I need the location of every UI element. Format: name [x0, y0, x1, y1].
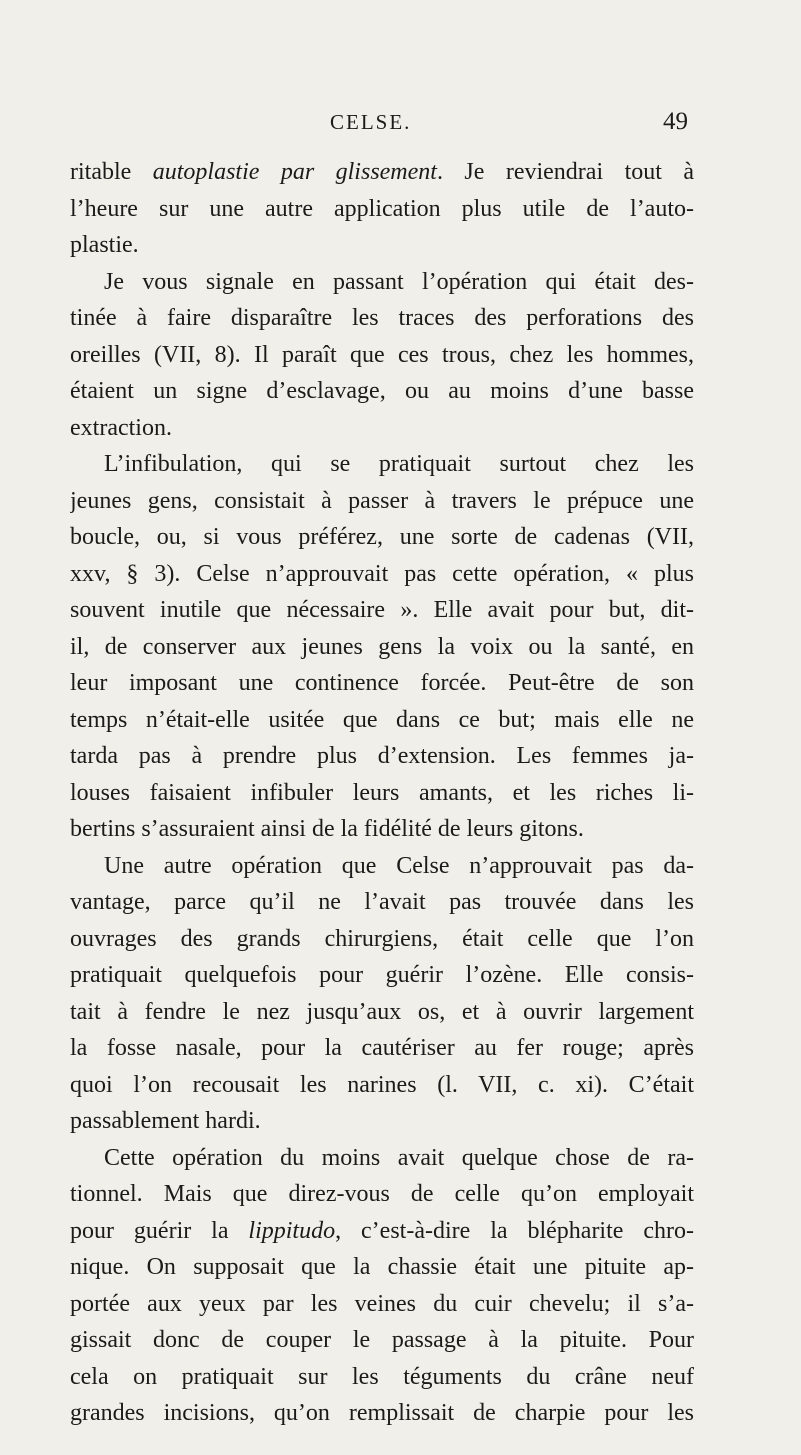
text-line: portée aux yeux par les veines du cuir chevelu; il s’a-	[70, 1290, 694, 1317]
text-line: Je vous signale en passant l’opération qui était des-	[104, 268, 694, 295]
text-line: ritable autoplastie par glissement. Je reviendrai tout à	[70, 159, 694, 185]
text-line: Cette opération du moins avait quelque chose de ra-	[104, 1144, 694, 1171]
text-line: souvent inutile que nécessaire ». Elle avait pour but, dit-	[70, 597, 694, 623]
text-line: extraction.	[70, 414, 172, 441]
running-head: CELSE.	[330, 110, 412, 134]
text-line: xxv, § 3). Celse n’approuvait pas cette opération, « plus	[70, 560, 694, 587]
text-line: tionnel. Mais que direz-vous de celle qu’on employait	[70, 1181, 694, 1207]
text-line: gissait donc de couper le passage à la pituite. Pour	[70, 1327, 694, 1353]
text-line: pratiquait quelquefois pour guérir l’ozène. Elle consis-	[70, 962, 694, 988]
text-line: boucle, ou, si vous préférez, une sorte de cadenas (VII,	[70, 524, 694, 550]
text-line: la fosse nasale, pour la cautériser au fer rouge; après	[70, 1035, 694, 1061]
text-line: l’heure sur une autre application plus utile de l’auto-	[70, 195, 694, 222]
text-line: tait à fendre le nez jusqu’aux os, et à ouvrir largement	[70, 998, 694, 1025]
text-line: grandes incisions, qu’on remplissait de charpie pour les	[70, 1400, 694, 1426]
text-line: leur imposant une continence forcée. Peut-être de son	[70, 670, 694, 696]
text-line: oreilles (VII, 8). Il paraît que ces trous, chez les hommes,	[70, 341, 694, 368]
text-line: tinée à faire disparaître les traces des perforations des	[70, 305, 694, 331]
page-number: 49	[663, 108, 688, 135]
text-line: vantage, parce qu’il ne l’avait pas trouvée dans les	[70, 889, 694, 915]
text-line: temps n’était-elle usitée que dans ce but; mais elle ne	[70, 706, 694, 733]
text-line: louses faisaient infibuler leurs amants, et les riches li-	[70, 779, 694, 806]
text-line: plastie.	[70, 232, 139, 258]
text-line: étaient un signe d’esclavage, ou au moins d’une basse	[70, 378, 694, 404]
text-line: pour guérir la lippitudo, c’est-à-dire la blépharite chro-	[70, 1217, 694, 1244]
text-line: Une autre opération que Celse n’approuvait pas da-	[104, 852, 694, 879]
text-line: bertins s’assuraient ainsi de la fidélité de leurs gitons.	[70, 816, 584, 842]
text-line: il, de conserver aux jeunes gens la voix ou la santé, en	[70, 633, 694, 660]
text-line: quoi l’on recousait les narines (l. VII, c. xi). C’était	[70, 1071, 694, 1098]
text-line: cela on pratiquait sur les téguments du crâne neuf	[70, 1363, 694, 1390]
text-line: passablement hardi.	[70, 1108, 261, 1134]
text-line: ouvrages des grands chirurgiens, était celle que l’on	[70, 925, 694, 952]
text-line: L’infibulation, qui se pratiquait surtout chez les	[104, 451, 694, 477]
body-text	[70, 154, 694, 1432]
text-line: tarda pas à prendre plus d’extension. Les femmes ja-	[70, 743, 694, 769]
text-line: jeunes gens, consistait à passer à travers le prépuce une	[70, 487, 694, 514]
text-line: nique. On supposait que la chassie était une pituite ap-	[70, 1254, 694, 1280]
page-header	[0, 108, 801, 138]
